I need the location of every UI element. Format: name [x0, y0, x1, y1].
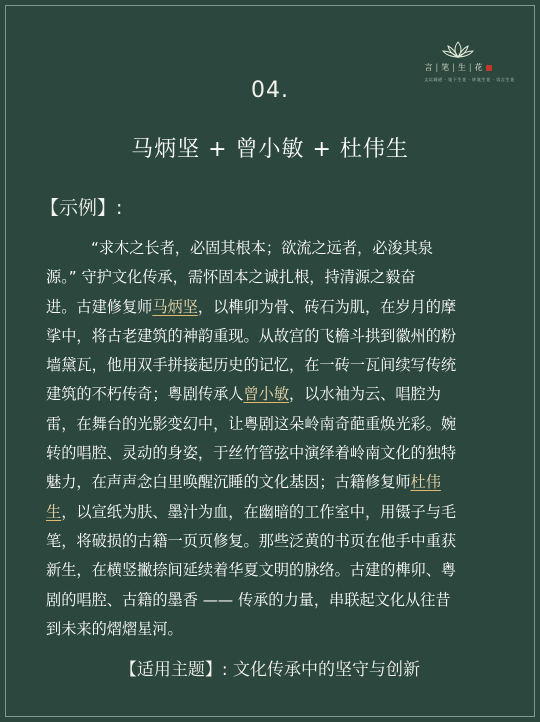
person-name-highlight: 曾小敏 [243, 385, 289, 404]
paragraph-line [46, 293, 496, 322]
paragraph-line: 挲中，将古老建筑的神韵重现。从故宫的飞檐斗拱到徽州的粉 [46, 326, 457, 345]
paragraph-line [46, 498, 496, 527]
paragraph-line: 雷，在舞台的光影变幻中，让粤剧这朵岭南奇葩重焕光彩。婉 [46, 414, 457, 433]
paragraph-line: 新生，在横竖撇捺间延续着华夏文明的脉络。古建的榫卯、粤 [46, 561, 457, 580]
logo-char: 言 [424, 63, 434, 72]
line-text: ，以宣纸为肤、墨汁为血，在幽暗的工作室中，用镊子与毛 [61, 502, 457, 521]
paragraph-line: “求木之长者，必固其根本；欲流之远者，必浚其泉 [91, 239, 433, 257]
line-text: 魅力，在声声念白里唤醒沉睡的文化基因；古籍修复师 [46, 473, 411, 492]
paragraph-line: 剧的唱腔、古籍的墨香 —— 传承的力量，串联起文化从往昔 [46, 590, 451, 609]
logo-char: 生 [457, 63, 467, 72]
person-name-highlight: 马炳坚 [152, 297, 198, 316]
lotus-icon [441, 40, 475, 60]
paragraph-line: 笔，将破损的古籍一页页修复。那些泛黄的书页在他手中重获 [46, 531, 457, 550]
applicable-theme: 【适用主题】: 文化传承中的坚守与创新 [119, 660, 421, 680]
paragraph-line: 源。” 守护文化传承，需怀固本之诚扎根，持清源之毅奋 [46, 268, 416, 287]
logo-char: 花 [474, 63, 484, 72]
paragraph-line: 墙黛瓦，他用双手拼接起历史的记忆，在一砖一瓦间续写传统 [46, 356, 457, 375]
person-name-highlight: 杜伟 [410, 473, 441, 492]
paragraph-line [46, 380, 496, 409]
person-name-highlight: 生 [46, 502, 62, 521]
paragraph-line [46, 468, 496, 497]
line-text: ，以水袖为云、唱腔为 [289, 385, 441, 404]
example-label: 【示例】: [40, 197, 123, 219]
seal-stamp-icon [486, 65, 492, 71]
section-number: 04. [251, 78, 289, 103]
paragraph-line: 到未来的熠熠星河。 [46, 619, 183, 638]
logo-wordmark: 言 | 笔 | 生 | 花 [418, 62, 498, 73]
line-text: 建筑的不朽传奇；粤剧传承人 [46, 385, 244, 404]
line-text: 进。古建修复师 [46, 297, 153, 316]
line-text: ，以榫卯为骨、砖石为肌，在岁月的摩 [197, 297, 457, 316]
logo-char: 笔 [441, 63, 451, 72]
logo-subtitle: 文以载道 · 笔下生花 · 妙笔生花 · 语言生花 [424, 77, 515, 83]
page-title: 马炳坚 + 曾小敏 + 杜伟生 [131, 137, 409, 162]
example-paragraph [46, 234, 496, 644]
paragraph-line: 转的唱腔、灵动的身姿，于丝竹管弦中演绎着岭南文化的独特 [46, 444, 457, 463]
